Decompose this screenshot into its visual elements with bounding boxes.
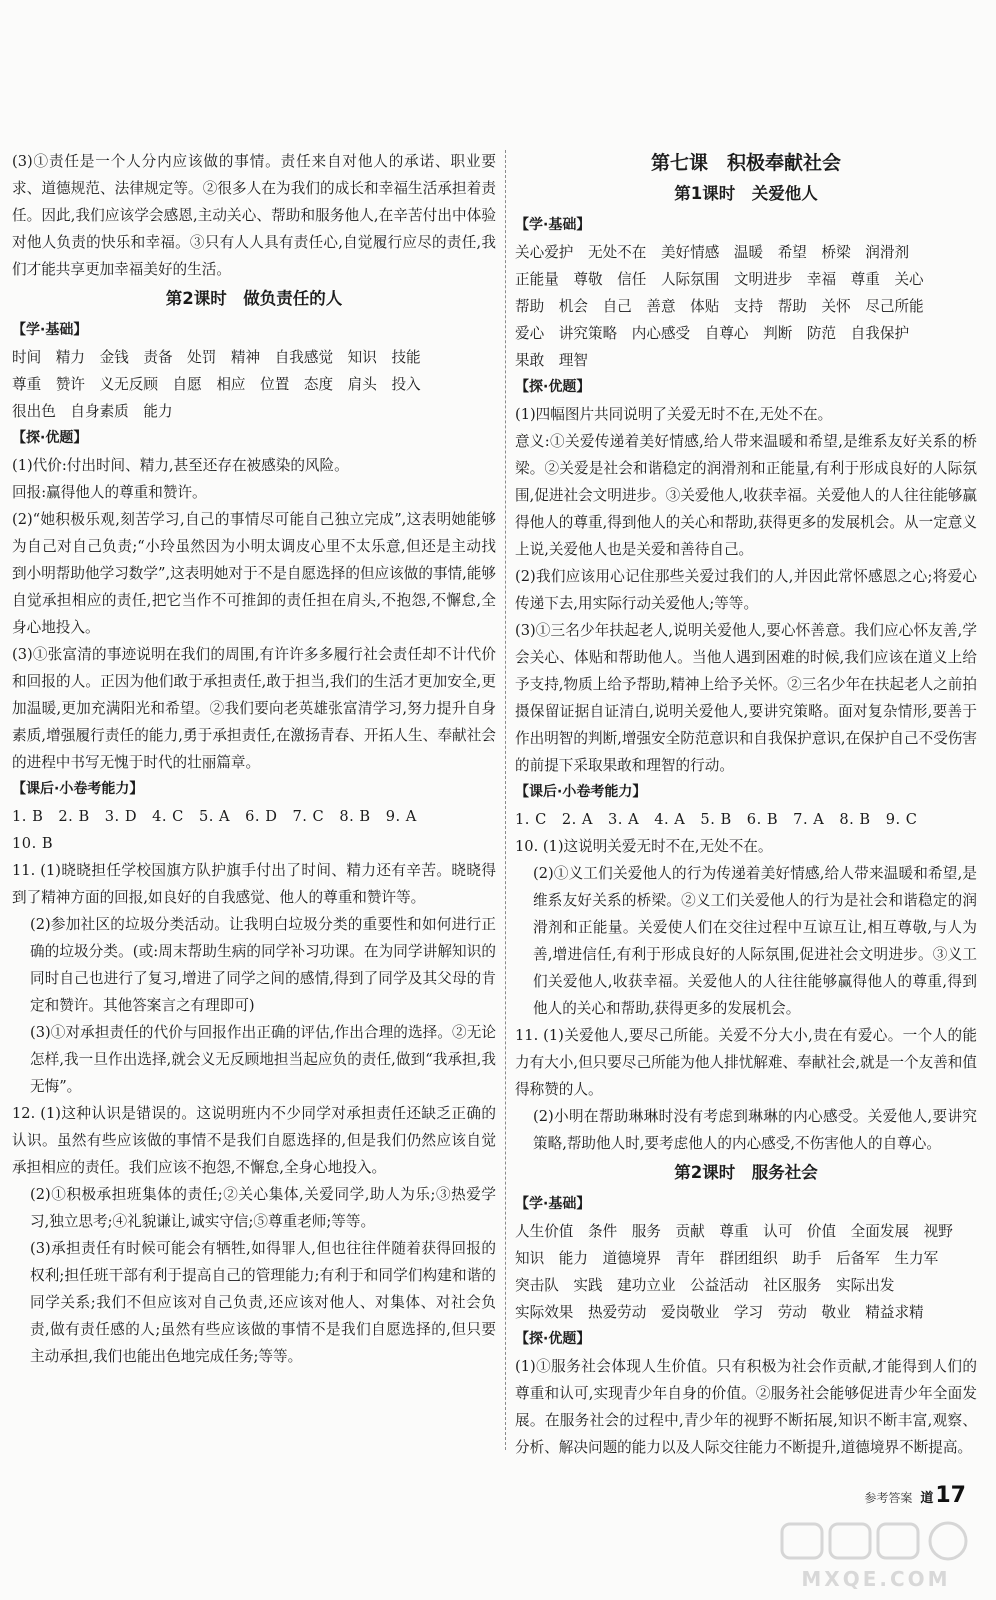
right-column — [515, 148, 977, 1461]
answer-key-line: 10. B — [12, 835, 54, 852]
answer-paragraph: (2)参加社区的垃圾分类活动。让我明白垃圾分类的重要性和如何进行正确的垃圾分类。(或:周末帮助生病的同学补习功课。在为同学讲解知识的同时自己也进行了复习,增进了同学之间的感情,得到了同学及其父母的肯定和赞许。其他答案言之有理即可) — [30, 916, 496, 1014]
answer-paragraph: (3)①对承担责任的代价与回报作出正确的评估,作出合理的选择。②无论怎样,我一旦作出选择,就会义无反顾地担当起应负的责任,做到“我承担,我无悔”。 — [30, 1024, 496, 1095]
lesson-title: 第2课时 服务社会 — [674, 1163, 818, 1182]
terms-line: 突击队 实践 建功立业 公益活动 社区服务 实际出发 — [515, 1277, 895, 1294]
answer-paragraph: 10. (1)这说明关爱无时不在,无处不在。 — [515, 838, 773, 855]
section-tag: 【探·优题】 — [515, 379, 591, 395]
answer-paragraph: (3)①三名少年扶起老人,说明关爱他人,要心怀善意。我们应心怀友善,学会关心、体贴和帮助他人。当他人遇到困难的时候,我们应该在道义上给予支持,物质上给予帮助,精神上给予关怀。②三名少年在扶起老人之前拍摄保留证据自证清白,说明关爱他人,要讲究策略。面对复杂情形,要善于作出明智的判断,增强安全防范意识和自我保护意识,在保护自己不受伤害的前提下采取果敢和理智的行动。 — [515, 622, 977, 774]
answer-paragraph: 12. (1)这种认识是错误的。这说明班内不少同学对承担责任还缺乏正确的认识。虽然有些应该做的事情不是我们自愿选择的,但是我们仍然应该自觉承担相应的责任。我们应该不抱怨,不懈怠,全身心地投入。 — [12, 1105, 496, 1176]
answer-paragraph: (1)四幅图片共同说明了关爱无时不在,无处不在。 — [515, 406, 833, 423]
answer-paragraph: (1)代价:付出时间、精力,甚至还存在被感染的风险。 — [12, 457, 349, 474]
page-footer — [864, 1483, 966, 1508]
page-subject-prefix: 道 — [920, 1491, 934, 1506]
terms-line: 时间 精力 金钱 责备 处罚 精神 自我感觉 知识 技能 — [12, 349, 421, 366]
answer-paragraph: (2)我们应该用心记住那些关爱过我们的人,并因此常怀感恩之心;将爱心传递下去,用实际行动关爱他人;等等。 — [515, 568, 977, 612]
page-number-value: 17 — [935, 1483, 966, 1508]
section-tag: 【学·基础】 — [12, 322, 88, 338]
terms-line: 实际效果 热爱劳动 爱岗敬业 学习 劳动 敬业 精益求精 — [515, 1304, 924, 1321]
terms-line: 关心爱护 无处不在 美好情感 温暖 希望 桥梁 润滑剂 — [515, 244, 910, 261]
left-column — [12, 148, 496, 1370]
terms-line: 知识 能力 道德境界 青年 群团组织 助手 后备军 生力军 — [515, 1250, 939, 1267]
answer-paragraph: 11. (1)关爱他人,要尽己所能。关爱不分大小,贵在有爱心。一个人的能力有大小,但只要尽己所能为他人排忧解难、奉献社会,就是一个友善和值得称赞的人。 — [515, 1027, 977, 1098]
section-tag: 【探·优题】 — [515, 1331, 591, 1347]
terms-line: 人生价值 条件 服务 贡献 尊重 认可 价值 全面发展 视野 — [515, 1223, 953, 1240]
answer-paragraph: 11. (1)晓晓担任学校国旗方队护旗手付出了时间、精力还有辛苦。晓晓得到了精神方面的回报,如良好的自我感觉、他人的尊重和赞许等。 — [12, 862, 496, 906]
terms-line: 爱心 讲究策略 内心感受 自尊心 判断 防范 自我保护 — [515, 325, 910, 342]
answer-paragraph: (2)小明在帮助琳琳时没有考虑到琳琳的内心感受。关爱他人,要讲究策略,帮助他人时,要考虑他人的内心感受,不伤害他人的自尊心。 — [533, 1108, 977, 1152]
column-divider — [505, 150, 506, 1450]
answer-paragraph: 意义:①关爱传递着美好情感,给人带来温暖和希望,是维系友好关系的桥梁。②关爱是社会和谐稳定的润滑剂和正能量,有利于形成良好的人际氛围,促进社会文明进步。③关爱他人,收获幸福。关爱他人的人往往能够赢得他人的尊重,得到他人的关心和帮助,获得更多的发展机会。从一定意义上说,关爱他人也是关爱和善待自己。 — [515, 433, 977, 558]
paragraph: (3)①责任是一个人分内应该做的事情。责任来自对他人的承诺、职业要求、道德规范、法律规定等。②很多人在为我们的成长和幸福生活承担着责任。因此,我们应该学会感恩,主动关心、帮助和服务他人,在辛苦付出中体验对他人负责的快乐和幸福。③只有人人具有责任心,自觉履行应尽的责任,我们才能共享更加幸福美好的生活。 — [12, 153, 496, 278]
watermark-text: MXQE.COM — [801, 1567, 951, 1591]
footer-label: 参考答案 — [864, 1491, 913, 1505]
watermark-logo — [776, 1520, 976, 1592]
section-tag: 【课后·小卷考能力】 — [12, 781, 144, 797]
section-tag: 【探·优题】 — [12, 430, 88, 446]
terms-line: 尊重 赞许 义无反顾 自愿 相应 位置 态度 肩头 投入 — [12, 376, 421, 393]
answer-key-line: 1. B 2. B 3. D 4. C 5. A 6. D 7. C 8. B 9. A — [12, 808, 417, 825]
terms-line: 很出色 自身素质 能力 — [12, 403, 173, 420]
page-number — [920, 1483, 966, 1508]
section-tag: 【学·基础】 — [515, 1196, 591, 1212]
answer-paragraph: (2)①义工们关爱他人的行为传递着美好情感,给人带来温暖和希望,是维系友好关系的桥梁。②义工们关爱他人的行为是社会和谐稳定的润滑剂和正能量。关爱使人们在交往过程中互谅互让,相互尊敬,与人为善,增进信任,有利于形成良好的人际氛围,促进社会文明进步。③义工们关爱他人,收获幸福。关爱他人的人往往能够赢得他人的尊重,得到他人的关心和帮助,获得更多的发展机会。 — [533, 865, 977, 1017]
answer-paragraph: (2)①积极承担班集体的责任;②关心集体,关爱同学,助人为乐;③热爱学习,独立思考;④礼貌谦让,诚实守信;⑤尊重老师;等等。 — [30, 1186, 496, 1230]
answer-key-line: 1. C 2. A 3. A 4. A 5. B 6. B 7. A 8. B 9. C — [515, 811, 918, 828]
answer-paragraph: (2)“她积极乐观,刻苦学习,自己的事情尽可能自己独立完成”,这表明她能够为自己对自己负责;“小玲虽然因为小明太调皮心里不太乐意,但还是主动找到小明帮助他学习数学”,这表明她对于不是自愿选择的但应该做的事情,能够自觉承担相应的责任,把它当作不可推卸的责任担在肩头,不抱怨,不懈怠,全身心地投入。 — [12, 511, 496, 636]
lesson-title: 第1课时 关爱他人 — [674, 184, 818, 203]
terms-line: 帮助 机会 自己 善意 体贴 支持 帮助 关怀 尽己所能 — [515, 298, 924, 315]
answer-paragraph: (1)①服务社会体现人生价值。只有积极为社会作贡献,才能得到人们的尊重和认可,实现青少年自身的价值。②服务社会能够促进青少年全面发展。在服务社会的过程中,青少年的视野不断拓展,知识不断丰富,观察、分析、解决问题的能力以及人际交往能力不断提升,道德境界不断提高。 — [515, 1358, 977, 1456]
section-tag: 【学·基础】 — [515, 217, 591, 233]
terms-line: 果敢 理智 — [515, 352, 588, 369]
lesson-title: 第2课时 做负责任的人 — [165, 289, 343, 308]
chapter-title: 第七课 积极奉献社会 — [650, 152, 841, 174]
answer-paragraph: 回报:赢得他人的尊重和赞许。 — [12, 484, 207, 501]
section-tag: 【课后·小卷考能力】 — [515, 784, 647, 800]
answer-paragraph: (3)①张富清的事迹说明在我们的周围,有许许多多履行社会责任却不计代价和回报的人。正因为他们敢于承担责任,敢于担当,我们的生活才更加安全,更加温暖,更加充满阳光和希望。②我们要向老英雄张富清学习,努力提升自身素质,增强履行责任的能力,勇于承担责任,在激扬青春、开拓人生、奉献社会的进程中书写无愧于时代的壮丽篇章。 — [12, 646, 496, 771]
terms-line: 正能量 尊敬 信任 人际氛围 文明进步 幸福 尊重 关心 — [515, 271, 924, 288]
answer-paragraph: (3)承担责任有时候可能会有牺牲,如得罪人,但也往往伴随着获得回报的权利;担任班干部有利于提高自己的管理能力;有利于和同学们构建和谐的同学关系;我们不但应该对自己负责,还应该对他人、对集体、对社会负责,做有责任感的人;虽然有些应该做的事情不是我们自愿选择的,但只要主动承担,我们也能出色地完成任务;等等。 — [30, 1240, 496, 1365]
